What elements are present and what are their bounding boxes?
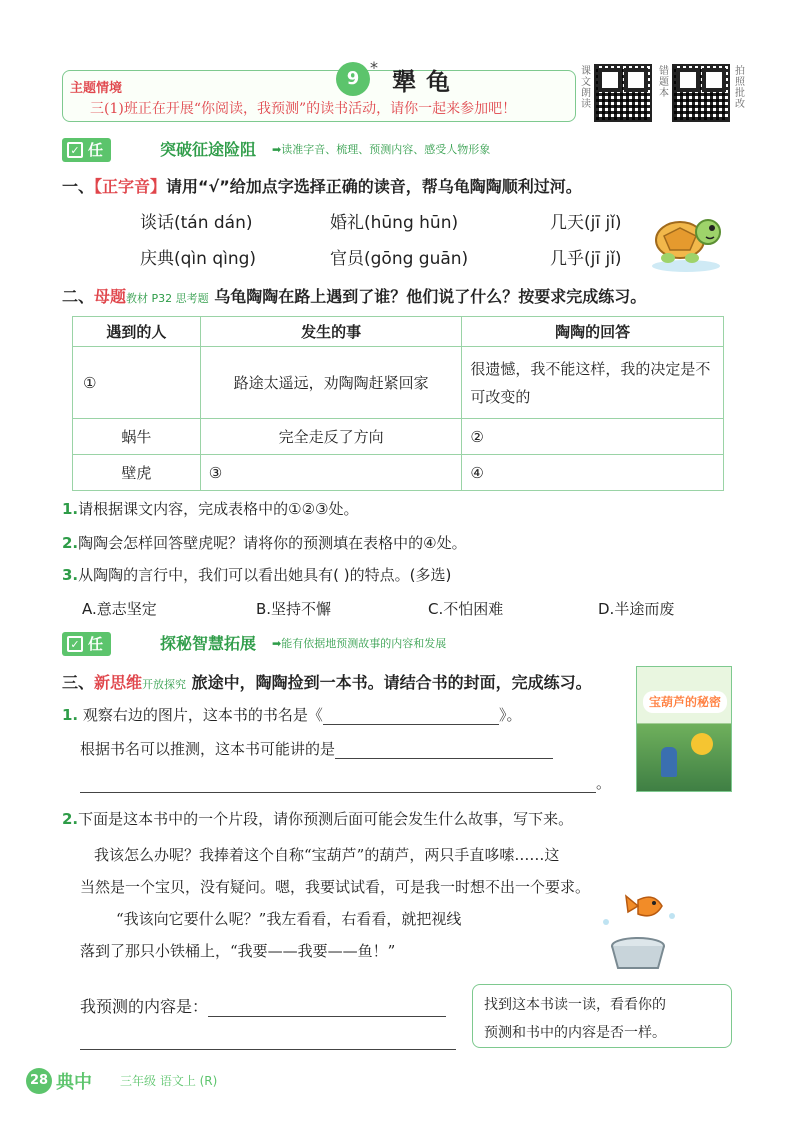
question-2	[62, 284, 646, 307]
book-cover-title: 宝葫芦的秘密	[643, 691, 727, 713]
question-2-prefix: 二、	[62, 287, 95, 306]
predict-line-1	[80, 994, 446, 1017]
qr-label-reading: 课文朗读	[581, 66, 591, 110]
book-content-blank[interactable]	[335, 743, 553, 759]
sub-question-number: 2.	[62, 534, 79, 552]
table-cell-blank-2[interactable]: ②	[462, 419, 724, 455]
table-header: 陶陶的回答	[462, 317, 724, 347]
brand-logo: 典中	[56, 1072, 92, 1093]
passage-line-3: “我该向它要什么呢？”我左看看，右看看，就把视线	[116, 910, 462, 928]
question-2-text: 乌龟陶陶在路上遇到了谁？他们说了什么？按要求完成练习。	[214, 287, 647, 306]
question-1-text: 请用“√”给加点字选择正确的读音，帮乌龟陶陶顺利过河。	[166, 177, 582, 196]
book-content-blank-2[interactable]	[80, 777, 596, 793]
sub-question-text[interactable]: 从陶陶的言行中，我们可以看出她具有( )的特点。(多选)	[78, 566, 452, 584]
sub-question-number: 3.	[62, 566, 79, 584]
predict-label: 我预测的内容是：	[80, 997, 209, 1016]
question-2-tag: 母题	[94, 287, 127, 306]
table-cell: 很遗憾，我不能这样，我的决定是不可改变的	[462, 347, 724, 419]
qr-label-photo: 拍照批改	[735, 66, 745, 110]
option-b[interactable]: B.坚持不懈	[256, 600, 332, 618]
task1-desc: ➡读准字音、梳理、预测内容、感受人物形象	[272, 143, 491, 156]
question-3-tag: 新思维	[94, 673, 143, 692]
passage-line-4: 落到了那只小铁桶上，“我要——我要——鱼！”	[80, 942, 396, 960]
sub-question-number: 1.	[62, 706, 79, 724]
table-cell: 蜗牛	[73, 419, 201, 455]
passage-line-1: 我该怎么办呢？我捧着这个自称“宝葫芦”的葫芦，两只手直哆嗦……这	[94, 846, 560, 864]
book-title-blank[interactable]	[323, 709, 499, 725]
task1-chip-label: 任务一	[88, 141, 104, 207]
table-header: 发生的事	[200, 317, 462, 347]
sub-question-2-3	[62, 564, 451, 585]
sun-icon	[691, 733, 713, 755]
page-number: 28	[26, 1068, 52, 1094]
pinyin-item-1[interactable]: 谈话(tán dán)	[140, 213, 253, 233]
question-1-prefix: 一、	[62, 177, 95, 196]
lesson-number-badge: 9	[336, 62, 370, 96]
qr-code-grading-icon[interactable]	[672, 64, 730, 122]
question-1-tag: 【正字音】	[94, 177, 167, 196]
pinyin-item-5[interactable]: 官员(gōng guān)	[330, 249, 469, 269]
checkbox-icon: ✓	[67, 636, 83, 652]
question-3-text: 旅途中，陶陶捡到一本书。请结合书的封面，完成练习。	[191, 673, 592, 692]
question-3-prefix: 三、	[62, 673, 95, 692]
task2-chip-label: 任务二	[88, 635, 104, 701]
footer-text: 三年级 语文上 (R)	[120, 1074, 218, 1088]
passage-line-2: 当然是一个宝贝，没有疑问。嗯，我要试试看，可是我一时想不出一个要求。	[80, 878, 591, 896]
question-1	[62, 174, 582, 197]
lesson-title: 犟龟	[392, 68, 460, 96]
table-header-row	[73, 317, 724, 347]
task2-desc: ➡能有依据地预测故事的内容和发展	[272, 637, 447, 650]
table-cell-blank-1[interactable]: ①	[73, 347, 201, 419]
theme-tag: 主题情境	[70, 81, 123, 96]
qr-code-reading-icon[interactable]	[594, 64, 652, 122]
sub-question-text: 请根据课文内容，完成表格中的①②③处。	[78, 500, 359, 518]
sub-question-2-1	[62, 498, 358, 519]
pinyin-item-3[interactable]: 几天(jī jǐ)	[550, 213, 622, 233]
table-header: 遇到的人	[73, 317, 201, 347]
sub-question-number: 2.	[62, 810, 79, 828]
table-cell: 完全走反了方向	[200, 419, 462, 455]
sub-question-3-2	[62, 808, 573, 829]
sub-question-3-1	[62, 704, 521, 725]
hint-line-2: 预测和书中的内容是否一样。	[484, 1025, 666, 1041]
table-cell: 路途太遥远，劝陶陶赶紧回家	[200, 347, 462, 419]
pinyin-item-6[interactable]: 几乎(jī jǐ)	[550, 249, 622, 269]
task1-chip	[62, 138, 111, 207]
table-cell: 壁虎	[73, 455, 201, 491]
theme-text: 三(1)班正在开展“你阅读，我预测”的读书活动，请你一起来参加吧！	[90, 101, 517, 117]
pinyin-item-2[interactable]: 婚礼(hūng hūn)	[330, 213, 459, 233]
sub-question-text: 陶陶会怎样回答壁虎呢？请将你的预测填在表格中的④处。	[78, 534, 467, 552]
question-2-tag-sub: 教材 P32 思考题	[126, 292, 209, 305]
qr-label-errors: 错题本	[659, 66, 669, 99]
predict-blank-1[interactable]	[208, 1001, 446, 1017]
boy-figure-icon	[661, 747, 677, 777]
sub-question-3-1-line3	[80, 772, 611, 793]
task1-name: 突破征途险阻	[160, 140, 257, 159]
predict-blank-2[interactable]	[80, 1034, 456, 1050]
lesson-star: *	[370, 58, 378, 77]
sub-question-text: 观察右边的图片，这本书的书名是《	[82, 706, 323, 724]
predict-line-2	[80, 1032, 456, 1050]
fish-bucket-illustration-icon	[592, 886, 688, 972]
sub-question-text: 。	[596, 774, 612, 792]
option-c[interactable]: C.不怕困难	[428, 600, 504, 618]
question-3-tag-sub: 开放探究	[142, 678, 187, 691]
table-cell-blank-3[interactable]: ③	[200, 455, 462, 491]
sub-question-text: 下面是这本书中的一个片段，请你预测后面可能会发生什么故事，写下来。	[78, 810, 574, 828]
sub-question-2-2	[62, 532, 467, 553]
task2-chip	[62, 632, 111, 701]
encounter-table	[72, 316, 724, 491]
table-row	[73, 419, 724, 455]
table-row	[73, 347, 724, 419]
pinyin-item-4[interactable]: 庆典(qìn qìng)	[140, 249, 257, 269]
option-d[interactable]: D.半途而废	[598, 600, 675, 618]
task2-name: 探秘智慧拓展	[160, 634, 257, 653]
book-cover-image	[636, 666, 732, 792]
turtle-illustration-icon	[640, 206, 724, 274]
table-cell-blank-4[interactable]: ④	[462, 455, 724, 491]
sub-question-text: 》。	[498, 706, 522, 724]
question-3	[62, 670, 592, 693]
checkbox-icon: ✓	[67, 142, 83, 158]
option-a[interactable]: A.意志坚定	[82, 600, 157, 618]
hint-line-1: 找到这本书读一读，看看你的	[484, 997, 666, 1013]
sub-question-number: 1.	[62, 500, 79, 518]
sub-question-3-1-line2	[80, 738, 553, 759]
sub-question-text: 根据书名可以推测，这本书可能讲的是	[80, 740, 336, 758]
table-row	[73, 455, 724, 491]
